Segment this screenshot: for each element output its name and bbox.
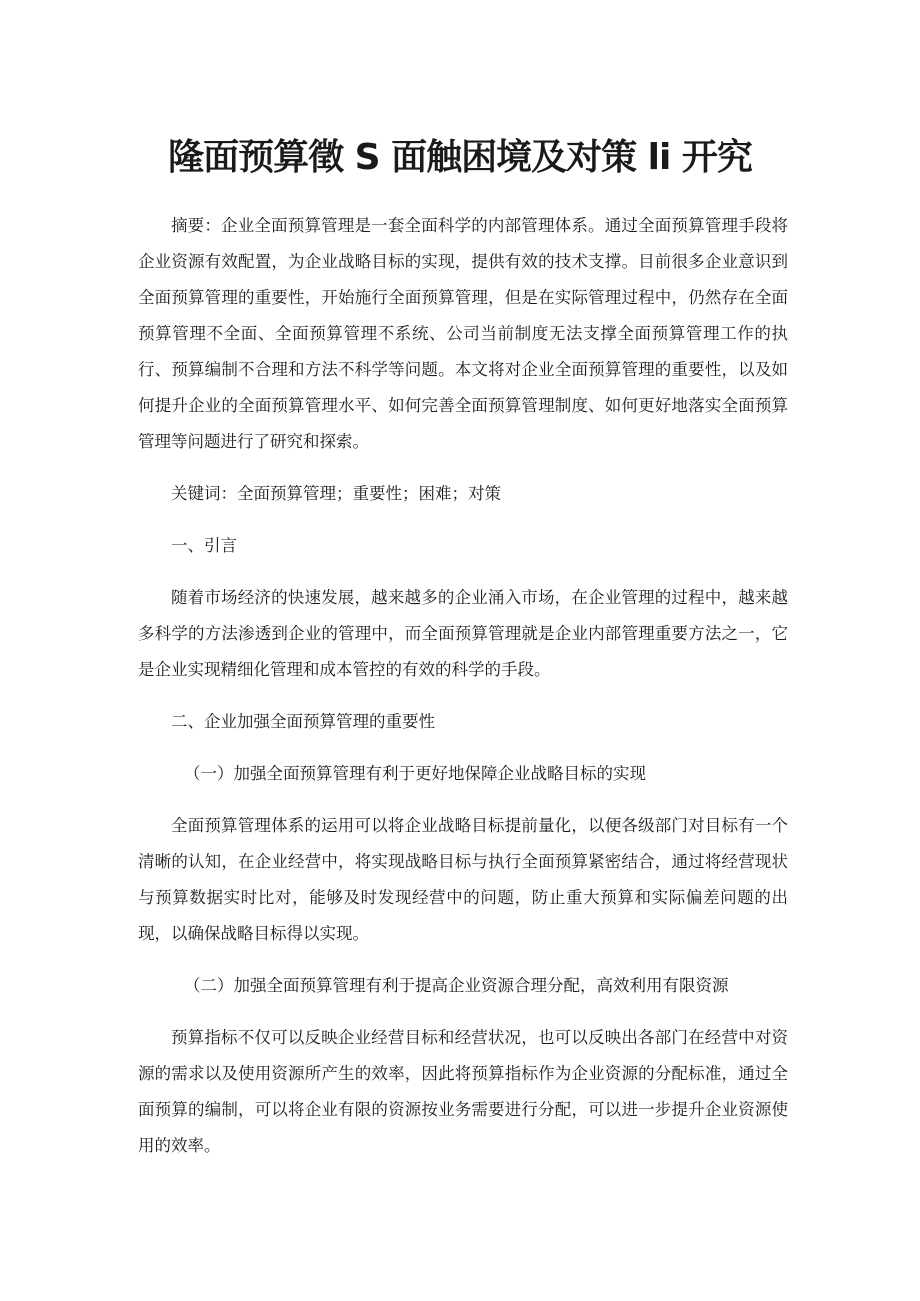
subsection-paragraph-1: 全面预算管理体系的运用可以将企业战略目标提前量化，以便各级部门对目标有一个清晰的认知，在企业经营中，将实现战略目标与执行全面预算紧密结合，通过将经营现状与预算数据实时比对，能够及时发现经营中的问题，防止重大预算和实际偏差问题的出现，以确保战略目标得以实现。 [138, 816, 788, 943]
keywords-line: 关键词：全面预算管理；重要性；困难；对策 [171, 484, 501, 503]
document-body [138, 208, 788, 1164]
section-heading-importance: 二、企业加强全面预算管理的重要性 [171, 712, 435, 731]
subsection-heading-2: （二）加强全面预算管理有利于提高企业资源合理分配，高效利用有限资源 [184, 976, 729, 995]
introduction-paragraph: 随着市场经济的快速发展，越来越多的企业涌入市场，在企业管理的过程中，越来越多科学的方法渗透到企业的管理中，而全面预算管理就是企业内部管理重要方法之一，它是企业实现精细化管理和成本管控的有效的科学的手段。 [138, 588, 788, 679]
section-heading-introduction: 一、引言 [171, 536, 237, 555]
subsection-heading-1: （一）加强全面预算管理有利于更好地保障企业战略目标的实现 [184, 764, 646, 783]
subsection-paragraph-2: 预算指标不仅可以反映企业经营目标和经营状况，也可以反映出各部门在经营中对资源的需求以及使用资源所产生的效率，因此将预算指标作为企业资源的分配标准，通过全面预算的编制，可以将企业有限的资源按业务需要进行分配，可以进一步提升企业资源使用的效率。 [138, 1028, 788, 1155]
document-title: 隆面预算徵 S 面触困境及对策 li 开究 [168, 137, 752, 178]
abstract-paragraph: 摘要：企业全面预算管理是一套全面科学的内部管理体系。通过全面预算管理手段将企业资源有效配置，为企业战略目标的实现，提供有效的技术支撑。目前很多企业意识到全面预算管理的重要性，开始施行全面预算管理，但是在实际管理过程中，仍然存在全面预算管理不全面、全面预算管理不系统、公司当前制度无法支撑全面预算管理工作的执行、预算编制不合理和方法不科学等问题。本文将对企业全面预算管理的重要性，以及如何提升企业的全面预算管理水平、如何完善全面预算管理制度、如何更好地落实全面预算管理等问题进行了研究和探索。 [138, 216, 788, 451]
